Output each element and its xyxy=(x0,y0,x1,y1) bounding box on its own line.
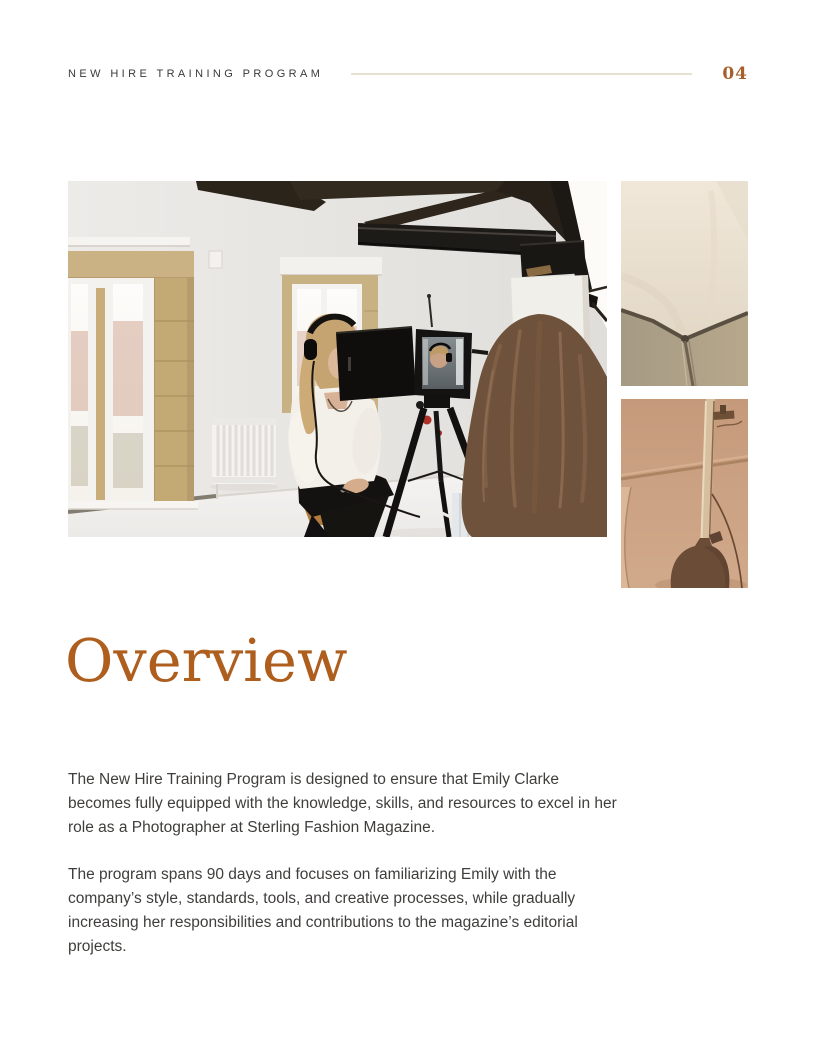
page-header xyxy=(68,62,748,86)
light-stand-illustration xyxy=(621,399,748,588)
thumbnail-column xyxy=(621,181,748,588)
body-paragraph: The New Hire Training Program is designed to ensure that Emily Clarke becomes fully equipped with the knowledge, skills, and resources to excel in her role as a Photographer at Sterling Fashion Magazine. xyxy=(68,770,617,836)
body-paragraph: The program spans 90 days and focuses on familiarizing Emily with the company’s style, standards, tools, and creative processes, while gradually increasing her responsibilities and contributions to the magazine’s editorial projects. xyxy=(68,865,578,955)
photo-collage xyxy=(68,181,748,588)
softbox-corner-illustration xyxy=(621,181,748,386)
interview-studio-photo xyxy=(68,181,607,537)
interview-studio-illustration xyxy=(68,181,607,537)
body-text xyxy=(68,768,620,959)
light-stand-sandbag-photo xyxy=(621,399,748,588)
softbox-corner-photo xyxy=(621,181,748,386)
section-heading: Overview xyxy=(65,626,348,695)
page-number: 04 xyxy=(722,64,748,84)
header-divider xyxy=(351,73,692,75)
document-label: NEW HIRE TRAINING PROGRAM xyxy=(68,68,324,80)
